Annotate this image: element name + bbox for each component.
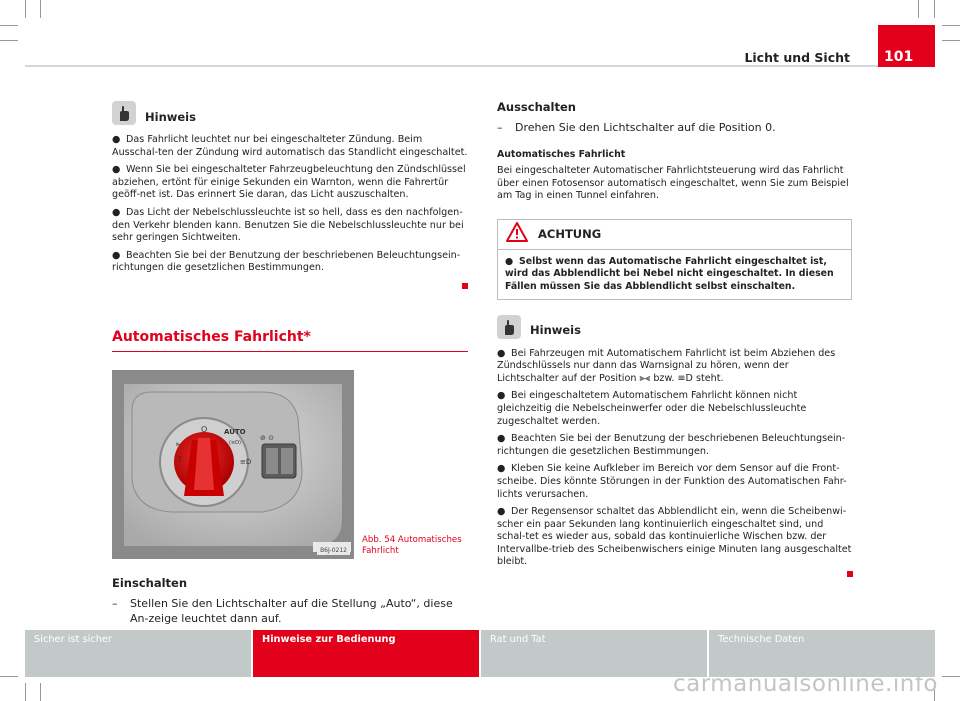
note-bullet: ● Kleben Sie keine Aufkleber im Bereich vor dem Sensor auf die Front-scheibe. Dies könnte Störungen in der Funktion des Automatischen Fahr-lichts verursachen. xyxy=(497,463,847,500)
svg-text:⁑: ⁑ xyxy=(178,455,182,464)
svg-text:⊘ ⊙: ⊘ ⊙ xyxy=(260,433,274,442)
svg-text:≡D: ≡D xyxy=(240,457,252,466)
note-bullet: ● Das Licht der Nebelschlussleuchte ist so hell, dass es den nachfolgen-den Verkehr blenden kann. Benutzen Sie die Nebelschlussleuchte nur bei sehr geringen Sichtweiten. xyxy=(112,206,464,244)
note-title: Hinweis xyxy=(530,323,581,338)
note-bullet: ● Wenn Sie bei eingeschalteter Fahrzeugbeleuchtung den Zündschlüssel abziehen, ertönt für einige Sekunden ein Warnton, wenn die Fahrertür geöff-net ist. Das erinnert Sie daran, das Licht auszuschalten. xyxy=(112,164,466,201)
einschalten-title: Einschalten xyxy=(112,575,188,590)
note-header xyxy=(497,314,853,340)
info-hand-icon xyxy=(497,315,521,339)
warning-text: ● Selbst wenn das Automatische Fahrlicht eingeschaltet ist, wird das Abblendlicht bei Nebel nicht eingeschaltet. In diesen Fällen müssen Sie das Abblendlicht selbst einschalten. xyxy=(505,255,834,292)
note-bullet: ● Bei Fahrzeugen mit Automatischem Fahrlicht ist beim Abziehen des Zündschlüssels nur dann das Warnsignal zu hören, wenn der Lichtschalter auf der Position ⫸⫷ bzw. ≡D steht. xyxy=(497,347,836,384)
header-rule xyxy=(25,65,935,67)
crop-mark xyxy=(25,0,26,18)
note-bullet: ● Der Regensensor schaltet das Abblendlicht ein, wenn die Scheibenwi-scher ein paar Sekunden lang kontinuierlich eingeschaltet sind, und schal-tet es wieder aus, sobald das kontinuierliche Wischen bzw. der Intervallbe-trieb des Scheibenwischers einige Minuten lang ausgeschaltet bleibt. xyxy=(497,506,852,568)
crop-mark xyxy=(40,683,41,701)
note-title: Hinweis xyxy=(145,109,196,124)
crop-mark xyxy=(40,0,41,18)
note-hinweis-2 xyxy=(497,314,853,582)
tab-hinweise-zur-bedienung[interactable]: Hinweise zur Bedienung xyxy=(253,630,481,677)
watermark: carmanualsonline.info xyxy=(672,671,938,697)
svg-text:(≡D): (≡D) xyxy=(229,439,241,446)
header-title: Licht und Sicht xyxy=(744,50,850,65)
ausschalten-title: Ausschalten xyxy=(497,100,576,114)
warning-triangle-icon xyxy=(506,222,528,246)
crop-mark xyxy=(942,676,960,677)
tab-rat-und-tat[interactable]: Rat und Tat xyxy=(481,630,709,677)
warning-header xyxy=(498,220,851,250)
figure-caption: Abb. 54 Automatisches Fahrlicht xyxy=(362,534,462,556)
footer-tabs xyxy=(25,630,935,677)
page-number: 101 xyxy=(878,25,935,67)
warning-box xyxy=(497,219,852,300)
figure-code: B6J-0212 xyxy=(317,546,350,555)
step-item: – Stellen Sie den Lichtschalter auf die Stellung „Auto“, diese An-zeige leuchtet dann auf. xyxy=(112,596,453,625)
tab-sicher-ist-sicher[interactable]: Sicher ist sicher xyxy=(25,630,253,677)
section-end-marker xyxy=(847,571,853,577)
crop-mark xyxy=(942,40,960,41)
crop-mark xyxy=(918,0,919,18)
einschalten-section xyxy=(112,576,468,626)
note-bullet: ● Beachten Sie bei der Benutzung der beschriebenen Beleuchtungsein-richtungen die gesetzlichen Bestimmungen. xyxy=(112,249,461,274)
note-bullet: ● Bei eingeschaltetem Automatischem Fahrlicht können nicht gleichzeitig die Nebelscheinwerfer oder die Nebelschlussleuchte zugeschaltet werden. xyxy=(497,390,807,427)
note-bullet: ● Beachten Sie bei der Benutzung der beschriebenen Beleuchtungsein-richtungen die gesetzlichen Bestimmungen. xyxy=(497,433,846,457)
right-column xyxy=(497,100,853,581)
crop-mark xyxy=(0,676,18,677)
info-hand-icon xyxy=(112,101,136,125)
crop-mark xyxy=(934,0,935,18)
crop-mark xyxy=(0,25,18,26)
svg-text:AUTO: AUTO xyxy=(224,427,246,436)
note-hinweis-1 xyxy=(112,100,468,293)
tab-technische-daten[interactable]: Technische Daten xyxy=(709,630,935,677)
light-switch-image xyxy=(112,370,354,559)
section-end-marker xyxy=(462,283,468,289)
warning-title: ACHTUNG xyxy=(538,227,602,242)
svg-text:⫸: ⫸ xyxy=(176,439,180,448)
auto-paragraph: Bei eingeschalteter Automatischer Fahrlichtsteuerung wird das Fahrlicht über einen Fotosensor automatisch eingeschaltet, wenn Sie zum Beispiel am Tag in einen Tunnel einfahren. xyxy=(497,165,849,202)
svg-text:O: O xyxy=(201,424,208,434)
crop-mark xyxy=(942,25,960,26)
note-bullet: ● Das Fahrlicht leuchtet nur bei eingeschalteter Zündung. Beim Ausschal-ten der Zündung wird automatisch das Standlicht eingeschaltet. xyxy=(112,134,468,158)
figure-54 xyxy=(112,370,468,560)
crop-mark xyxy=(0,40,18,41)
note-header xyxy=(112,100,468,126)
step-item: – Drehen Sie den Lichtschalter auf die Position 0. xyxy=(497,121,776,134)
crop-mark xyxy=(25,683,26,701)
left-column xyxy=(112,100,468,626)
auto-heading: Automatisches Fahrlicht xyxy=(497,149,626,160)
section-title: Automatisches Fahrlicht* xyxy=(112,329,468,352)
